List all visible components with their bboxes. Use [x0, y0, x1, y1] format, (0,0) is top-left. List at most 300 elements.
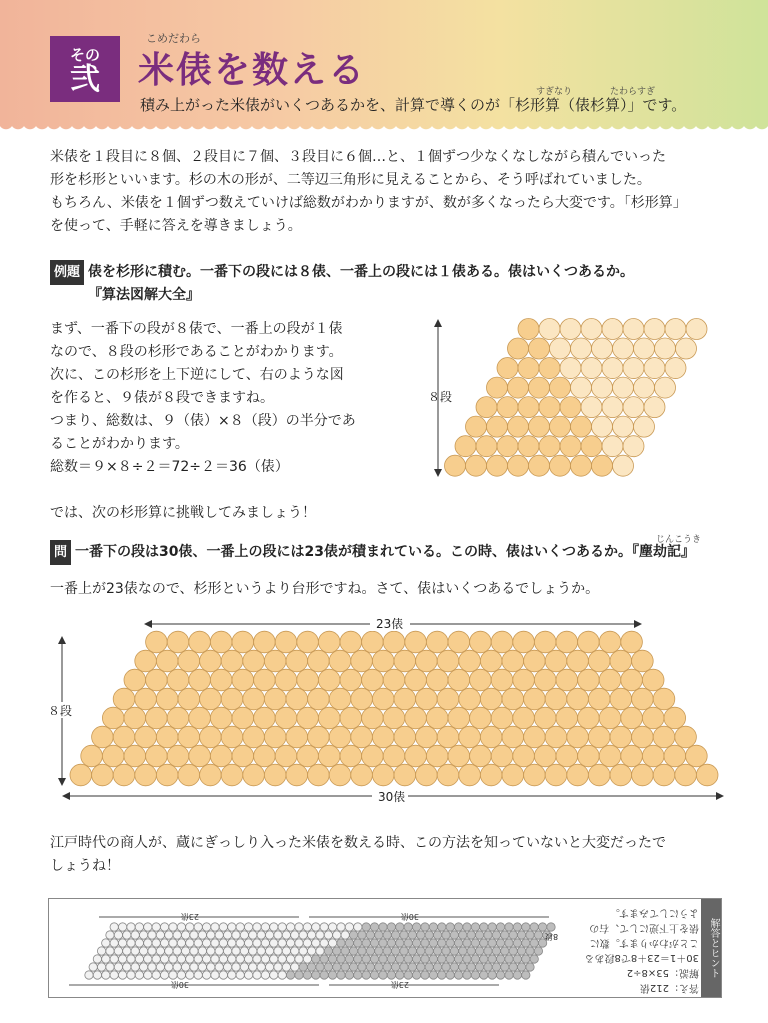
answer-bale: [450, 947, 458, 955]
bale: [275, 745, 297, 767]
bale: [634, 377, 655, 398]
top-width-label: 23俵: [376, 617, 404, 631]
intro-line: を使って、手軽に答えを導きましょう。: [50, 218, 302, 234]
problem-hint: 一番上が23俵なので、杉形というより台形ですね。さて、俵はいくつあるでしょうか。: [50, 581, 600, 597]
answer-bale: [270, 923, 278, 931]
bale: [550, 455, 571, 476]
answer-bale: [337, 923, 345, 931]
bale: [297, 745, 319, 767]
answer-bale: [127, 955, 135, 963]
answer-bale: [244, 971, 252, 979]
closing-line: 江戸時代の商人が、蔵にぎっしり入った米俵を数える時、この方法を知っていないと大変だったで: [50, 835, 666, 851]
bale: [518, 358, 539, 379]
bale: [560, 358, 581, 379]
answer-bale: [396, 939, 404, 947]
bale: [448, 669, 470, 691]
bale: [621, 707, 643, 729]
intro-line: 形を杉形といいます。杉の木の形が、二等辺三角形に見えることから、そう呼ばれていました。: [50, 172, 651, 188]
bale: [491, 669, 513, 691]
answer-bale: [496, 923, 504, 931]
answer-bale: [110, 923, 118, 931]
answer-bale: [522, 955, 530, 963]
answer-bale: [207, 963, 215, 971]
answer-bale: [169, 971, 177, 979]
answer-bale: [450, 931, 458, 939]
answer-bale: [253, 971, 261, 979]
example-source: 『算法図解大全』: [88, 287, 200, 303]
answer-bale: [333, 931, 341, 939]
bale: [686, 319, 707, 340]
arrow-head-bottom: [434, 469, 442, 477]
answer-bale: [253, 939, 261, 947]
answer-bale: [316, 931, 324, 939]
answer-bale: [488, 955, 496, 963]
answer-bale: [295, 955, 303, 963]
answer-bale: [459, 931, 467, 939]
bale: [286, 688, 308, 710]
answer-bale: [202, 939, 210, 947]
answer-bale: [324, 947, 332, 955]
answer-bale: [160, 923, 168, 931]
bale: [539, 397, 560, 418]
bale: [567, 650, 589, 672]
answer-line: ことがわかります。数に: [589, 937, 699, 948]
bale: [189, 631, 211, 653]
answer-bale: [236, 955, 244, 963]
answer-bale: [219, 971, 227, 979]
answer-bale: [223, 947, 231, 955]
answer-bale: [492, 963, 500, 971]
answer-bale: [118, 939, 126, 947]
bale: [470, 745, 492, 767]
answer-bale: [345, 923, 353, 931]
answer-bale: [467, 947, 475, 955]
answer-bale: [270, 955, 278, 963]
answer-bale: [223, 963, 231, 971]
bale: [146, 745, 168, 767]
bale: [613, 416, 634, 437]
answer-bale: [232, 963, 240, 971]
title-ruby: こめだわら: [146, 32, 201, 45]
answer-bale: [534, 947, 542, 955]
bale: [254, 707, 276, 729]
answer-bale: [291, 931, 299, 939]
answer-bale: [156, 947, 164, 955]
answer-bale: [517, 963, 525, 971]
bale: [426, 707, 448, 729]
problem-bale-diagram: [40, 610, 730, 810]
answer-bale: [538, 923, 546, 931]
bale: [581, 397, 602, 418]
answer-bale: [274, 963, 282, 971]
bale: [318, 669, 340, 691]
answer-bale: [295, 971, 303, 979]
bale: [383, 669, 405, 691]
header-wavy-edge: [0, 124, 768, 138]
bale: [556, 745, 578, 767]
bale: [146, 669, 168, 691]
problem-heading: [50, 540, 695, 565]
bale: [491, 631, 513, 653]
bale: [480, 726, 502, 748]
arrow-head-top: [434, 319, 442, 327]
answer-bale: [341, 963, 349, 971]
answer-bale: [366, 931, 374, 939]
bale: [124, 707, 146, 729]
bale: [560, 319, 581, 340]
answer-bale: [505, 955, 513, 963]
bale: [189, 669, 211, 691]
answer-bale: [244, 939, 252, 947]
answer-bale: [127, 971, 135, 979]
bale: [513, 707, 535, 729]
answer-bale: [97, 963, 105, 971]
bale: [362, 631, 384, 653]
bale: [642, 745, 664, 767]
bale: [466, 416, 487, 437]
bale: [534, 707, 556, 729]
bale: [243, 650, 265, 672]
bale: [135, 726, 157, 748]
bale: [502, 688, 524, 710]
answer-bale: [244, 955, 252, 963]
answer-bale: [320, 955, 328, 963]
bale: [437, 726, 459, 748]
bale: [621, 745, 643, 767]
bale: [264, 764, 286, 786]
intro-line: 米俵を１段目に８個、２段目に７個、３段目に６個…と、１個ずつ少なくなしながら積んでいった: [50, 149, 666, 165]
answer-side-label: 8段: [545, 932, 559, 941]
answer-bale: [286, 955, 294, 963]
bale: [200, 764, 222, 786]
answer-bale: [228, 923, 236, 931]
example-dim-label: ８段: [428, 390, 453, 404]
answer-bale: [370, 939, 378, 947]
bale: [665, 319, 686, 340]
answer-bale: [396, 955, 404, 963]
bale: [167, 707, 189, 729]
answer-bale: [400, 947, 408, 955]
answer-bale: [375, 963, 383, 971]
answer-bale: [249, 963, 257, 971]
problem-source-ruby: じんこうき: [656, 535, 702, 545]
answer-bale: [446, 939, 454, 947]
answer-bale: [383, 963, 391, 971]
answer-bale: [429, 939, 437, 947]
answer-bale: [261, 923, 269, 931]
bale: [623, 358, 644, 379]
page-title: 米俵を数える: [138, 50, 367, 91]
bale: [476, 397, 497, 418]
answer-bale: [412, 923, 420, 931]
bale: [539, 358, 560, 379]
answer-bale: [442, 931, 450, 939]
bale: [497, 436, 518, 457]
answer-bale: [282, 931, 290, 939]
answer-bale: [278, 971, 286, 979]
answer-bale: [429, 971, 437, 979]
answer-bale: [358, 947, 366, 955]
answer-bale: [139, 947, 147, 955]
bale: [665, 358, 686, 379]
bale: [416, 764, 438, 786]
answer-bale: [467, 931, 475, 939]
answer-bale: [328, 971, 336, 979]
bale: [529, 455, 550, 476]
bale: [578, 631, 600, 653]
answer-bale: [219, 939, 227, 947]
answer-bale: [534, 931, 542, 939]
bale: [588, 650, 610, 672]
answer-bale: [446, 923, 454, 931]
answer-bale: [123, 947, 131, 955]
answer-bale: [110, 955, 118, 963]
bale: [491, 745, 513, 767]
bale: [644, 319, 665, 340]
bale: [610, 650, 632, 672]
answer-bale: [475, 947, 483, 955]
answer-bale: [253, 955, 261, 963]
answer-bale: [202, 923, 210, 931]
bale: [571, 455, 592, 476]
answer-bale: [257, 931, 265, 939]
answer-bale: [341, 947, 349, 955]
answer-bale: [228, 971, 236, 979]
challenge-text: では、次の杉形算に挑戦してみましょう！: [50, 505, 316, 521]
answer-bale: [496, 971, 504, 979]
answer-bale: [286, 923, 294, 931]
answer-bale: [404, 923, 412, 931]
bale: [329, 650, 351, 672]
answer-label-bottom1: 30俵: [170, 980, 189, 989]
answer-bale: [345, 939, 353, 947]
answer-bale: [202, 971, 210, 979]
answer-bale: [186, 955, 194, 963]
answer-bale: [522, 939, 530, 947]
answer-bale: [547, 923, 555, 931]
answer-bale: [337, 971, 345, 979]
bale: [539, 436, 560, 457]
answer-bale: [484, 963, 492, 971]
bale: [351, 764, 373, 786]
answer-bale: [320, 939, 328, 947]
answer-bale: [383, 947, 391, 955]
bale: [178, 688, 200, 710]
bale: [210, 631, 232, 653]
answer-bale: [207, 947, 215, 955]
bale: [497, 358, 518, 379]
answer-bale: [194, 923, 202, 931]
answer-line: 30＋1＝23＋8で8段ある: [584, 952, 699, 963]
bale: [135, 764, 157, 786]
answer-bale: [454, 955, 462, 963]
answer-bale: [391, 947, 399, 955]
answer-bale: [219, 923, 227, 931]
bale: [92, 764, 114, 786]
answer-diagram: [59, 909, 559, 991]
bale: [210, 745, 232, 767]
answer-bale: [471, 939, 479, 947]
bale: [592, 338, 613, 359]
answer-bale: [186, 939, 194, 947]
bale: [632, 688, 654, 710]
answer-bale: [480, 939, 488, 947]
answer-bale: [501, 947, 509, 955]
answer-bale: [131, 963, 139, 971]
example-heading: [50, 260, 634, 285]
example-line: ることがわかります。: [50, 436, 189, 452]
answer-bale: [228, 955, 236, 963]
answer-bale: [492, 931, 500, 939]
answer-bale: [295, 923, 303, 931]
answer-bale: [417, 931, 425, 939]
bale: [383, 745, 405, 767]
answer-bale: [236, 923, 244, 931]
bale: [264, 726, 286, 748]
bale: [602, 436, 623, 457]
answer-bale: [181, 947, 189, 955]
answer-bale: [396, 923, 404, 931]
bale: [508, 377, 529, 398]
bale: [613, 455, 634, 476]
bale: [383, 631, 405, 653]
answer-bale: [232, 931, 240, 939]
bale: [675, 726, 697, 748]
answer-bale: [286, 971, 294, 979]
answer-bale: [349, 931, 357, 939]
bale: [592, 377, 613, 398]
answer-bale: [354, 939, 362, 947]
answer-bale: [152, 939, 160, 947]
bale: [340, 631, 362, 653]
answer-bale: [173, 931, 181, 939]
answer-bale: [312, 971, 320, 979]
answer-bale: [169, 955, 177, 963]
bale: [599, 707, 621, 729]
bale: [318, 707, 340, 729]
answer-bale: [299, 931, 307, 939]
answer-bale: [488, 939, 496, 947]
bale: [508, 455, 529, 476]
bale: [232, 707, 254, 729]
answer-bale: [370, 923, 378, 931]
answer-bale: [156, 963, 164, 971]
bale: [178, 726, 200, 748]
bale: [623, 397, 644, 418]
bale: [459, 764, 481, 786]
answer-box: [48, 898, 722, 998]
answer-bale: [463, 939, 471, 947]
bale: [405, 631, 427, 653]
bale: [254, 631, 276, 653]
bale: [664, 745, 686, 767]
bale: [610, 688, 632, 710]
bale: [610, 726, 632, 748]
answer-bale: [454, 939, 462, 947]
answer-bale: [433, 963, 441, 971]
answer-bale: [303, 971, 311, 979]
answer-bale: [467, 963, 475, 971]
answer-bale: [475, 931, 483, 939]
answer-bale: [249, 931, 257, 939]
answer-bale: [127, 939, 135, 947]
bale: [621, 631, 643, 653]
bale: [578, 745, 600, 767]
answer-bale: [85, 971, 93, 979]
bale: [178, 764, 200, 786]
answer-bale: [223, 931, 231, 939]
bale: [653, 764, 675, 786]
answer-bale: [400, 931, 408, 939]
answer-bale: [127, 923, 135, 931]
bale: [567, 764, 589, 786]
answer-bale: [93, 955, 101, 963]
answer-bale: [169, 923, 177, 931]
answer-bale: [480, 971, 488, 979]
bale: [508, 338, 529, 359]
bale: [567, 726, 589, 748]
bale: [578, 707, 600, 729]
answer-bale: [442, 947, 450, 955]
answer-bale: [244, 923, 252, 931]
answer-bale: [186, 971, 194, 979]
bale: [592, 416, 613, 437]
bale: [459, 688, 481, 710]
answer-bale: [530, 923, 538, 931]
bale: [556, 669, 578, 691]
answer-bale: [480, 923, 488, 931]
bale: [578, 669, 600, 691]
bale: [518, 397, 539, 418]
arrow-head: [634, 620, 642, 628]
bale: [156, 726, 178, 748]
answer-bale: [278, 955, 286, 963]
bale: [502, 726, 524, 748]
answer-bale: [228, 939, 236, 947]
bale: [518, 319, 539, 340]
bale: [426, 669, 448, 691]
bale: [243, 726, 265, 748]
intro-line: もちろん、米俵を１個ずつ数えていけば総数がわかりますが、数が多くなったら大変です。「杉形算」: [50, 195, 687, 211]
bale: [286, 650, 308, 672]
answer-bale: [265, 963, 273, 971]
answer-line: 解説：53×8÷2: [626, 967, 699, 978]
answer-bale: [333, 947, 341, 955]
bale: [560, 436, 581, 457]
bale: [372, 688, 394, 710]
answer-bale: [408, 947, 416, 955]
bale: [167, 631, 189, 653]
answer-bale: [198, 947, 206, 955]
answer-bale: [480, 955, 488, 963]
answer-bale: [240, 963, 248, 971]
bale: [518, 436, 539, 457]
answer-bale: [421, 939, 429, 947]
answer-bale: [177, 923, 185, 931]
answer-bale: [114, 947, 122, 955]
problem-question: 一番下の段は30俵、一番上の段には23俵が積まれている。この時、俵はいくつあるか。: [75, 544, 632, 560]
bale: [232, 745, 254, 767]
bale: [529, 416, 550, 437]
answer-bale: [257, 947, 265, 955]
answer-bale: [375, 931, 383, 939]
bale: [308, 764, 330, 786]
bale: [135, 650, 157, 672]
bale: [567, 688, 589, 710]
answer-bale: [412, 939, 420, 947]
bottom-width-label: 30俵: [378, 790, 406, 804]
bale: [602, 397, 623, 418]
